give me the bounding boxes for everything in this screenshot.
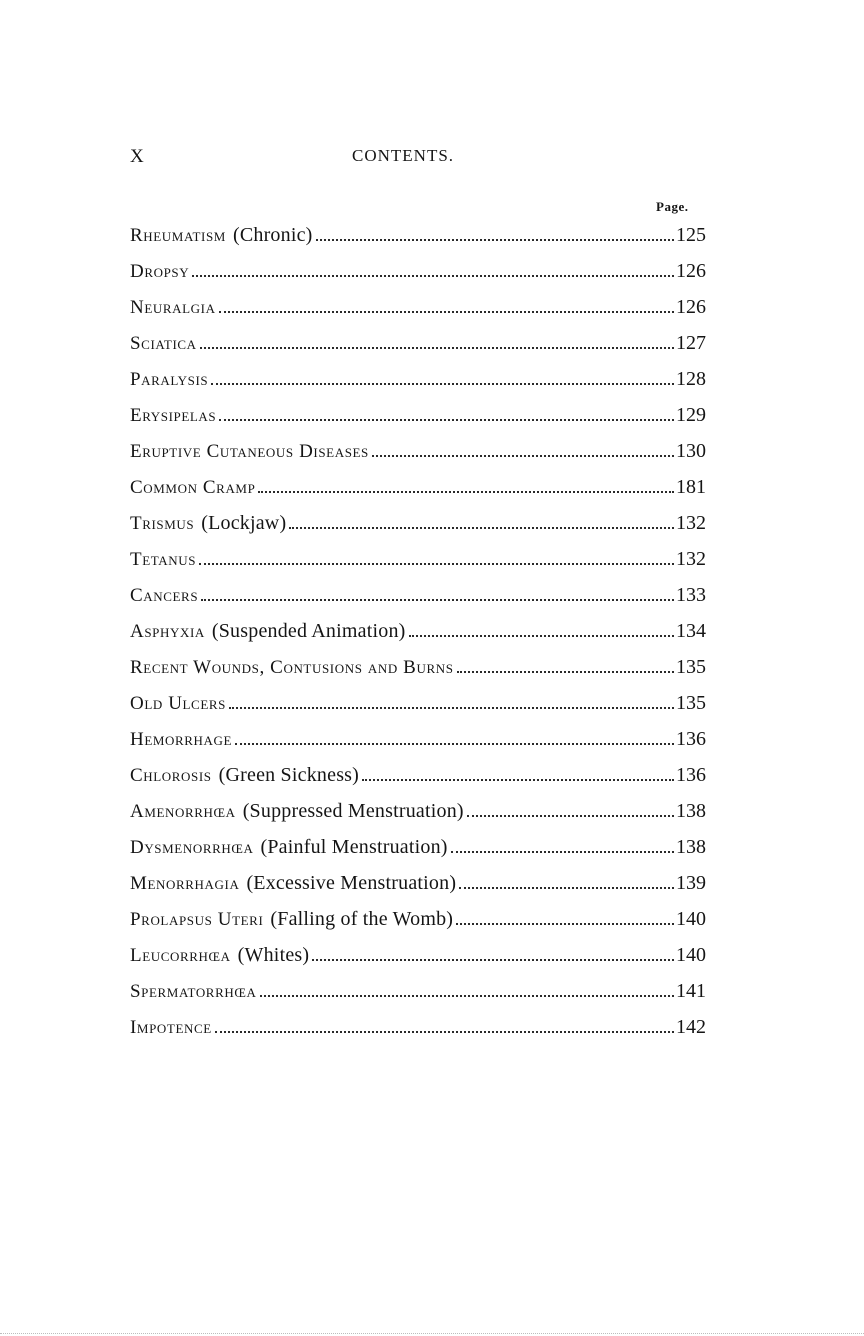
entry-page-number: 125 (676, 224, 706, 246)
dot-leader (451, 851, 674, 853)
entry-title: Old Ulcers (130, 693, 226, 714)
toc-entry (130, 580, 714, 616)
dot-leader (289, 527, 674, 529)
dot-leader (258, 491, 674, 493)
toc-entry (130, 760, 714, 796)
toc-entry (130, 832, 714, 868)
dot-leader (215, 1031, 674, 1033)
entry-title: Tetanus (130, 549, 197, 570)
toc-entry (130, 292, 714, 328)
entry-title: Prolapsus Uteri (130, 909, 264, 930)
dot-leader (200, 347, 674, 349)
entry-page-number: 133 (676, 584, 706, 606)
dot-leader (372, 455, 674, 457)
toc-entry (130, 868, 714, 904)
entry-page-number: 136 (676, 764, 706, 786)
toc-entry (130, 616, 714, 652)
entry-page-number: 134 (676, 620, 706, 642)
entry-title: Amenorrhœa (130, 801, 236, 822)
entry-title: Rheumatism (130, 225, 226, 246)
toc-entry (130, 508, 714, 544)
dot-leader (316, 239, 674, 241)
entry-page-number: 135 (676, 656, 706, 678)
entry-subtitle: (Lockjaw) (201, 512, 287, 534)
entry-page-number: 181 (676, 476, 706, 498)
dot-leader (409, 635, 675, 637)
entry-page-number: 135 (676, 692, 706, 714)
entry-title: Recent Wounds, Contusions and Burns (130, 657, 454, 678)
entry-subtitle: (Whites) (237, 944, 310, 966)
dot-leader (260, 995, 675, 997)
toc-entry (130, 904, 714, 940)
entry-page-number: 136 (676, 728, 706, 750)
entry-subtitle: (Falling of the Womb) (270, 908, 454, 930)
entry-title: Eruptive Cutaneous Diseases (130, 441, 369, 462)
dot-leader (467, 815, 674, 817)
dot-leader (211, 383, 674, 385)
entry-page-number: 129 (676, 404, 706, 426)
entry-page-number: 126 (676, 260, 706, 282)
entry-subtitle: (Painful Menstruation) (260, 836, 448, 858)
entry-title: Spermatorrhœa (130, 981, 257, 1002)
entry-subtitle: (Chronic) (232, 224, 313, 246)
dot-leader (219, 419, 674, 421)
toc-entry (130, 724, 714, 760)
entry-page-number: 140 (676, 944, 706, 966)
entry-page-number: 127 (676, 332, 706, 354)
entry-page-number: 132 (676, 512, 706, 534)
toc-entry (130, 364, 714, 400)
toc-entry (130, 220, 714, 256)
toc-entry (130, 256, 714, 292)
dot-leader (199, 563, 674, 565)
entry-page-number: 132 (676, 548, 706, 570)
entry-subtitle: (Suppressed Menstruation) (242, 800, 464, 822)
toc-entry (130, 472, 714, 508)
page-header (128, 146, 708, 174)
toc-entry (130, 976, 714, 1012)
entry-page-number: 128 (676, 368, 706, 390)
entry-title: Sciatica (130, 333, 197, 354)
entry-page-number: 130 (676, 440, 706, 462)
entry-page-number: 139 (676, 872, 706, 894)
entry-title: Neuralgia (130, 297, 216, 318)
dot-leader (456, 923, 674, 925)
toc-entry (130, 1012, 714, 1048)
entry-page-number: 142 (676, 1016, 706, 1038)
entry-subtitle: (Suspended Animation) (211, 620, 406, 642)
entry-page-number: 138 (676, 800, 706, 822)
entry-title: Dysmenorrhœa (130, 837, 254, 858)
entry-title: Common Cramp (130, 477, 256, 498)
entry-subtitle: (Excessive Menstruation) (246, 872, 457, 894)
toc-entry (130, 328, 714, 364)
toc-entry (130, 796, 714, 832)
entry-subtitle: (Green Sickness) (218, 764, 360, 786)
toc-entry (130, 544, 714, 580)
page-column-label: Page. (656, 199, 689, 214)
dot-leader (312, 959, 674, 961)
entry-title: Menorrhagia (130, 873, 240, 894)
dot-leader (229, 707, 674, 709)
scan-edge-noise (0, 1333, 864, 1334)
dot-leader (457, 671, 674, 673)
entry-page-number: 140 (676, 908, 706, 930)
entry-title: Erysipelas (130, 405, 217, 426)
toc-entry (130, 652, 714, 688)
page-number: X (130, 146, 145, 167)
toc-entry (130, 688, 714, 724)
toc-entry (130, 400, 714, 436)
entry-page-number: 141 (676, 980, 706, 1002)
entry-page-number: 138 (676, 836, 706, 858)
entry-title: Chlorosis (130, 765, 212, 786)
entry-title: Paralysis (130, 369, 209, 390)
entry-title: Leucorrhœa (130, 945, 231, 966)
dot-leader (235, 743, 674, 745)
dot-leader (362, 779, 674, 781)
entry-title: Trismus (130, 513, 195, 534)
dot-leader (219, 311, 674, 313)
toc-entry (130, 436, 714, 472)
entry-page-number: 126 (676, 296, 706, 318)
dot-leader (192, 275, 674, 277)
dot-leader (459, 887, 674, 889)
entry-title: Asphyxia (130, 621, 205, 642)
dot-leader (201, 599, 674, 601)
table-of-contents (130, 220, 714, 1048)
entry-title: Cancers (130, 585, 199, 606)
running-title: CONTENTS. (352, 146, 455, 165)
entry-title: Impotence (130, 1017, 212, 1038)
toc-entry (130, 940, 714, 976)
entry-title: Hemorrhage (130, 729, 233, 750)
entry-title: Dropsy (130, 261, 190, 282)
